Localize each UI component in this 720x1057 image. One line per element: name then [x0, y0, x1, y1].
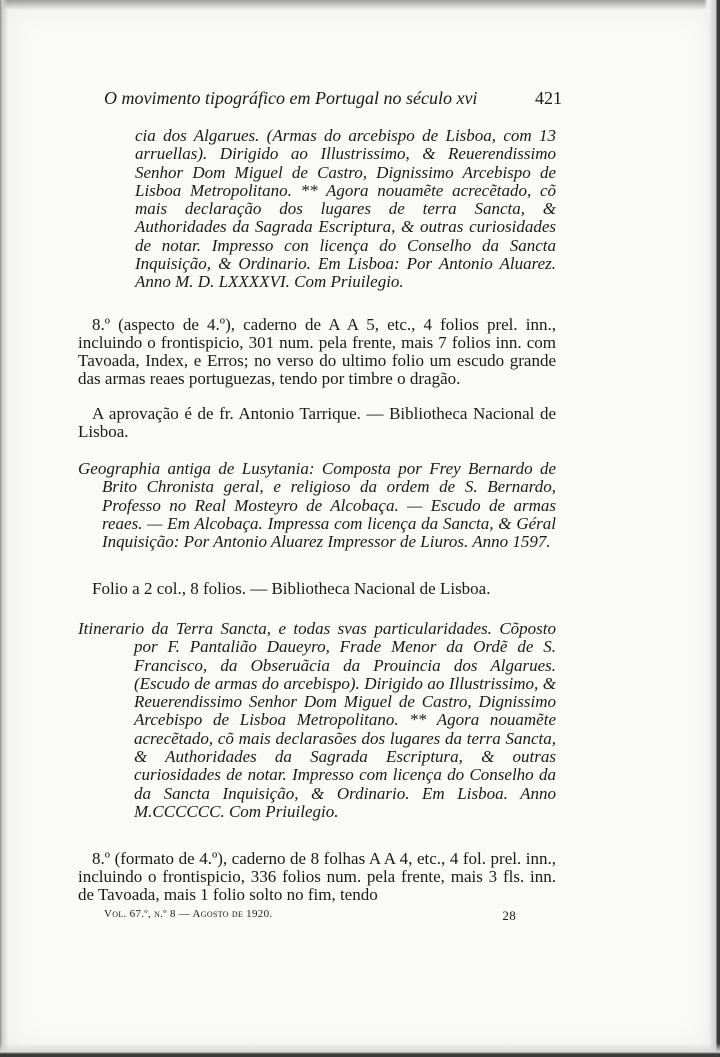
- page-right-edge: [704, 0, 720, 1057]
- page-top-shadow: [0, 0, 720, 10]
- running-title: O movimento tipográfico em Portugal no século xvi: [104, 88, 478, 108]
- page-left-shadow: [0, 0, 8, 1057]
- description-paragraph-4: 8.º (formato de 4.º), caderno de 8 folhas A A 4, etc., 4 fol. prel. inn., incluindo o frontispicio, 336 folios num. pela frente, mais 3 fls. inn. de Tavoada, mais 1 folio solto no fim, tendo: [78, 849, 556, 904]
- description-paragraph-1: 8.º (aspecto de 4.º), caderno de A A 5, etc., 4 folios prel. inn., incluindo o frontispicio, 301 num. pela frente, mais 7 folios inn. com Tavoada, Index, e Erros; no verso do ultimo folio um escudo grande das armas reaes portuguezas, tendo por timbre o dragão.: [78, 315, 556, 388]
- bibliographic-entry-continued: cia dos Algarues. (Armas do arcebispo de Lisboa, com 13 arruellas). Dirigido ao Illustrissimo, & Reuerendissimo Senhor Dom Miguel de Castro, Dignissimo Arcebispo de Lisboa Metropolitano. ** Agora nouamẽte acrecẽtado, cõ mais declaração dos lugares de terra Sancta, & Authoridades da Sagrada Escriptura, & outras curiosidades de notar. Impresso con licença do Conselho da Sancta Inquisição, & Ordinario. Em Lisboa: Por Antonio Aluarez. Anno M. D. LXXXXVI. Com Priuilegio.: [135, 126, 556, 292]
- signature-mark: 28: [502, 908, 516, 923]
- page-footer: [104, 908, 516, 924]
- running-header: [104, 88, 562, 109]
- bibliographic-entry-geographia: Geographia antiga de Lusytania: Composta por Frey Bernardo de Brito Chronista geral, e religioso da ordem de S. Bernardo, Professo no Real Mosteyro de Alcobaça. — Escudo de armas reaes. — Em Alcobaça. Impressa com licença da Sancta, & Géral Inquisição: Por Antonio Aluarez Impressor de Liuros. Anno 1597.: [78, 459, 556, 552]
- description-paragraph-3: Folio a 2 col., 8 folios. — Bibliotheca Nacional de Lisboa.: [92, 579, 491, 598]
- page-number: 421: [535, 88, 562, 108]
- description-paragraph-2: A aprovação é de fr. Antonio Tarrique. — Bibliotheca Nacional de Lisboa.: [78, 404, 556, 441]
- page-bottom-edge: [0, 1043, 720, 1057]
- volume-info: Vol. 67.º, n.º 8 — Agosto de 1920.: [104, 908, 273, 920]
- bibliographic-entry-itinerario: Itinerario da Terra Sancta, e todas svas particularidades. Cõposto por F. Pantalião Daueyro, Frade Menor da Ordẽ de S. Francisco, da Obseruãcia da Prouincia dos Algarues. (Escudo de armas do arcebispo). Dirigido ao Illustrissimo, & Reuerendissimo Senhor Dom Miguel de Castro, Dignissimo Arcebispo de Lisboa Metropolitano. ** Agora nouamẽte acrecẽtado, cõ mais declarasões dos lugares da terra Sancta, & Authoridades da Sagrada Escriptura, & outras curiosidades de notar. Impresso com licença do Conselho da da Sancta Inquisição, & Ordinario. Em Lisboa. Anno M.CCCCCC. Com Priuilegio.: [78, 619, 556, 821]
